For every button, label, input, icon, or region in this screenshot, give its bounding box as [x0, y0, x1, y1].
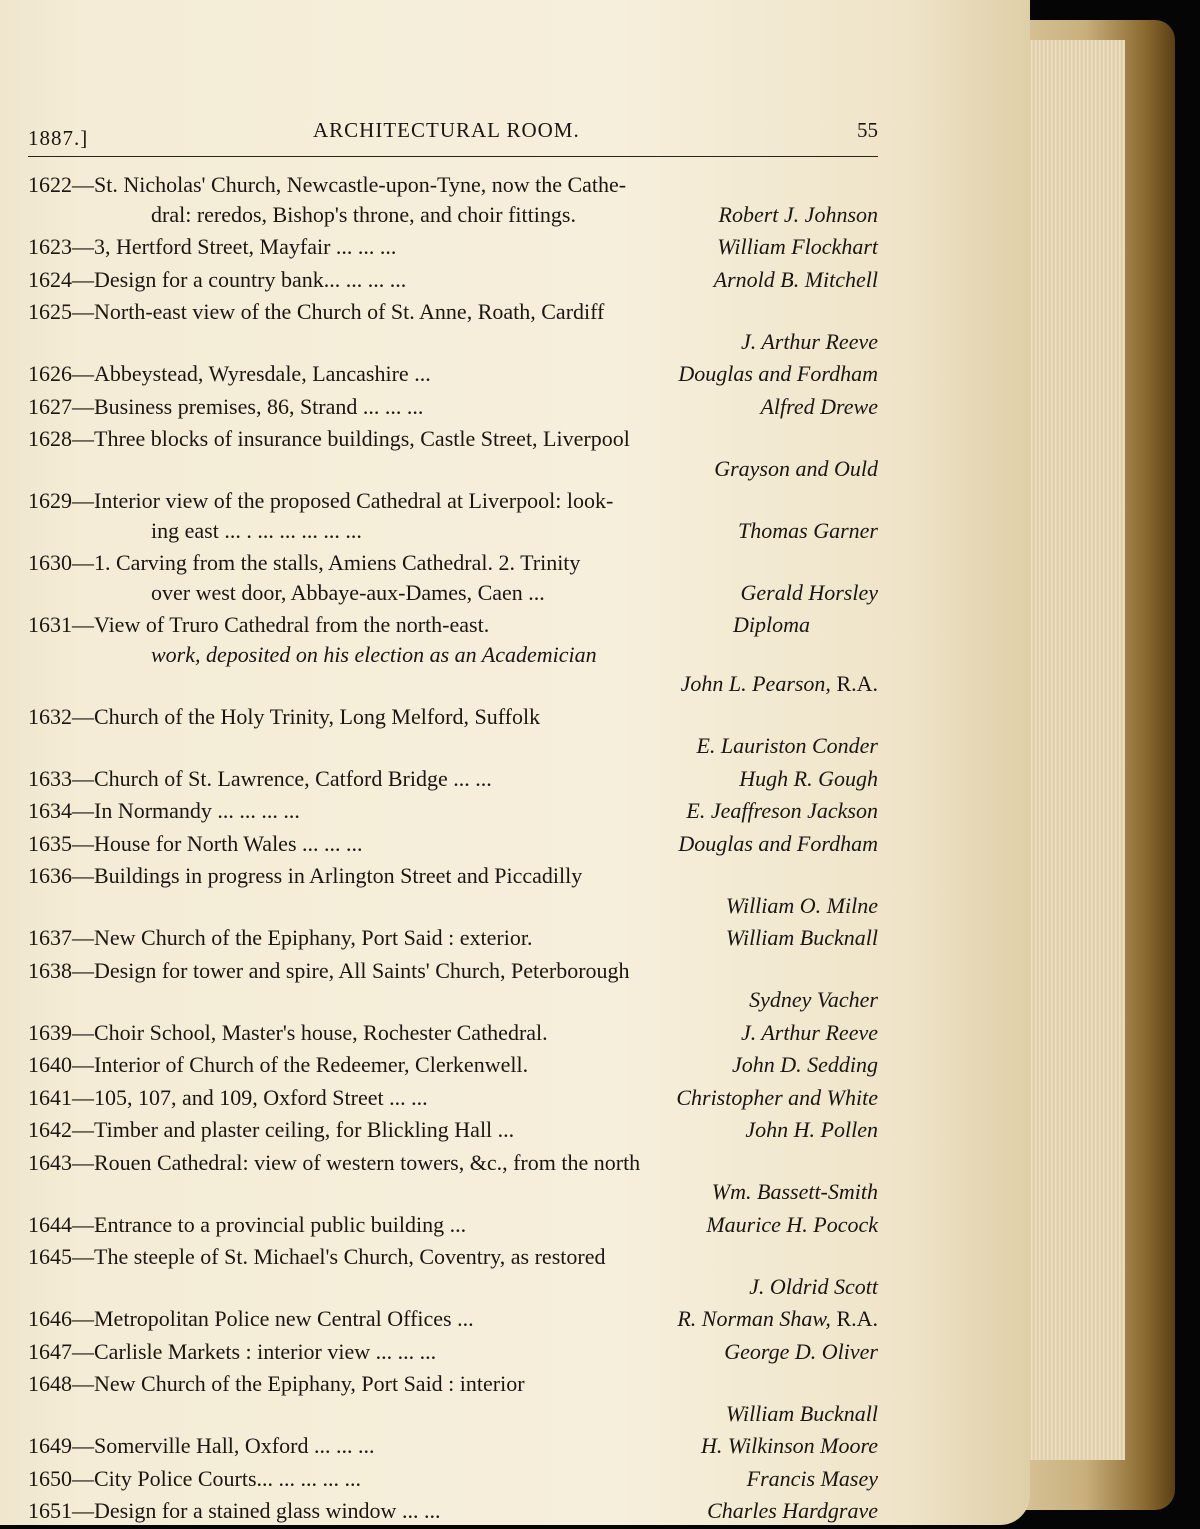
- entry-author: Francis Masey: [746, 1465, 878, 1491]
- page-number: 55: [857, 118, 878, 142]
- catalogue-entry: [28, 861, 878, 920]
- entry-title: —Choir School, Master's house, Rochester Cathedral.: [72, 1019, 548, 1045]
- entry-author: Arnold B. Mitchell: [713, 266, 878, 292]
- catalogue-entry: [28, 796, 878, 826]
- catalogue-entry: [28, 1369, 878, 1428]
- entry-author: George D. Oliver: [724, 1338, 878, 1364]
- entry-number: 1629: [28, 488, 72, 513]
- entry-number: 1650: [28, 1465, 72, 1491]
- entry-title: —New Church of the Epiphany, Port Said : exterior.: [72, 925, 533, 950]
- entry-author: William Flockhart: [717, 234, 878, 259]
- entry-title: —Design for a country bank... ... ... ...: [72, 266, 407, 292]
- catalogue-entry: [28, 923, 878, 953]
- entry-number: 1626: [28, 361, 72, 386]
- catalogue-entry: [28, 1050, 878, 1080]
- entry-title: —Abbeystead, Wyresdale, Lancashire ...: [72, 361, 431, 386]
- entry-author: Hugh R. Gough: [739, 765, 878, 791]
- catalogue-entry: [28, 956, 878, 1015]
- entry-number: 1636: [28, 863, 72, 888]
- catalogue-entry: [28, 548, 878, 607]
- entry-author: Douglas and Fordham: [678, 830, 878, 856]
- entry-number: 1628: [28, 426, 72, 451]
- catalogue-entry: [28, 1464, 878, 1494]
- catalogue-entries: [28, 170, 878, 1529]
- entry-title: —North-east view of the Church of St. Anne, Roath, Cardiff: [72, 299, 605, 324]
- entry-number: 1627: [28, 393, 72, 419]
- entry-author: William Bucknall: [725, 925, 878, 950]
- catalogue-entry: [28, 702, 878, 761]
- entry-number: 1631: [28, 612, 72, 637]
- entry-number: 1642: [28, 1117, 72, 1142]
- catalogue-entry: [28, 1115, 878, 1145]
- entry-title: —Three blocks of insurance buildings, Castle Street, Liverpool: [72, 426, 630, 451]
- entry-number: 1645: [28, 1244, 72, 1269]
- entry-title: —The steeple of St. Michael's Church, Coventry, as restored: [72, 1244, 606, 1269]
- entry-number: 1632: [28, 703, 72, 729]
- entry-author-suffix: R.A.: [836, 671, 878, 696]
- entry-title: —Design for tower and spire, All Saints' Church, Peterborough: [72, 957, 630, 983]
- entry-title: —Entrance to a provincial public building ...: [72, 1211, 467, 1237]
- catalogue-entry: [28, 1337, 878, 1367]
- entry-number: 1651: [28, 1498, 72, 1523]
- catalogue-entry: [28, 1431, 878, 1461]
- catalogue-entry: [28, 1148, 878, 1207]
- entry-author: Douglas and Fordham: [678, 361, 878, 386]
- entry-title: —Rouen Cathedral: view of western towers, &c., from the north: [72, 1149, 641, 1175]
- catalogue-entry: [28, 1242, 878, 1301]
- entry-author: E. Jeaffreson Jackson: [686, 798, 878, 823]
- entry-title: —Interior view of the proposed Cathedral at Liverpool: look-: [72, 488, 614, 513]
- entry-author: J. Arthur Reeve: [740, 1019, 878, 1045]
- entry-author: Grayson and Ould: [714, 455, 878, 481]
- catalogue-entry: [28, 232, 878, 262]
- entry-title: —City Police Courts... ... ... ... ...: [72, 1465, 362, 1491]
- catalogue-entry: [28, 829, 878, 859]
- entry-author: John L. Pearson,: [680, 671, 831, 696]
- entry-number: 1622: [28, 172, 72, 197]
- catalogue-entry: [28, 359, 878, 389]
- entry-author: Gerald Horsley: [740, 579, 878, 605]
- entry-author: H. Wilkinson Moore: [701, 1433, 878, 1458]
- catalogue-entry: [28, 1304, 878, 1334]
- entry-title: —Interior of Church of the Redeemer, Clerkenwell.: [72, 1052, 529, 1077]
- catalogue-entry: [28, 424, 878, 483]
- entry-title: —View of Truro Cathedral from the north-east.: [72, 612, 490, 637]
- entry-author: Robert J. Johnson: [718, 201, 878, 227]
- header-title: ARCHITECTURAL ROOM.: [313, 118, 580, 142]
- entry-number: 1649: [28, 1433, 72, 1458]
- entry-number: 1647: [28, 1338, 72, 1364]
- entry-title: —House for North Wales ... ... ...: [72, 830, 363, 856]
- entry-author: John H. Pollen: [745, 1117, 878, 1142]
- entry-number: 1640: [28, 1052, 72, 1077]
- entry-number: 1639: [28, 1019, 72, 1045]
- entry-number: 1635: [28, 830, 72, 856]
- entry-author: E. Lauriston Conder: [696, 733, 878, 758]
- entry-number: 1648: [28, 1371, 72, 1396]
- catalogue-entry: [28, 764, 878, 794]
- entry-title-cont: dral: reredos, Bishop's throne, and choir fittings.: [151, 201, 576, 227]
- entry-number: 1644: [28, 1211, 72, 1237]
- entry-title: —105, 107, and 109, Oxford Street ... ...: [72, 1084, 428, 1110]
- entry-title: —Design for a stained glass window ... ...: [72, 1498, 441, 1523]
- entry-title: —Buildings in progress in Arlington Street and Piccadilly: [72, 863, 583, 888]
- catalogue-entry: [28, 297, 878, 356]
- entry-title: —Church of St. Lawrence, Catford Bridge ... ...: [72, 765, 492, 791]
- header-rule: [28, 156, 878, 157]
- catalogue-entry: [28, 265, 878, 295]
- catalogue-entry: [28, 486, 878, 545]
- entry-title: —Carlisle Markets : interior view ... ... ...: [72, 1338, 437, 1364]
- catalogue-entry: [28, 1496, 878, 1526]
- entry-number: 1638: [28, 957, 72, 983]
- entry-author: J. Arthur Reeve: [740, 328, 878, 354]
- entry-author: Charles Hardgrave: [707, 1498, 878, 1523]
- entry-title: —Metropolitan Police new Central Offices ...: [72, 1306, 474, 1331]
- entry-number: 1646: [28, 1306, 72, 1331]
- entry-number: 1633: [28, 765, 72, 791]
- entry-author: Maurice H. Pocock: [706, 1211, 878, 1237]
- entry-number: 1643: [28, 1149, 72, 1175]
- entry-number: 1637: [28, 925, 72, 950]
- entry-author: R. Norman Shaw,: [677, 1306, 831, 1331]
- entry-title: —St. Nicholas' Church, Newcastle-upon-Tyne, now the Cathe-: [72, 172, 627, 197]
- entry-author: William O. Milne: [725, 892, 878, 918]
- entry-author: Christopher and White: [676, 1084, 878, 1110]
- running-header: [28, 112, 878, 156]
- entry-author: William Bucknall: [725, 1400, 878, 1426]
- entry-title-cont: over west door, Abbaye-aux-Dames, Caen ...: [151, 579, 545, 605]
- entry-title-cont: ing east ... . ... ... ... ... ...: [151, 517, 362, 543]
- entry-title: —Business premises, 86, Strand ... ... ...: [72, 393, 424, 419]
- entry-title: —In Normandy ... ... ... ...: [72, 798, 300, 823]
- entry-note: Diploma: [733, 612, 810, 637]
- header-year: 1887.]: [28, 126, 89, 150]
- entry-title: —New Church of the Epiphany, Port Said : interior: [72, 1371, 525, 1396]
- catalogue-entry: [28, 1083, 878, 1113]
- entry-number: 1634: [28, 798, 72, 823]
- catalogue-entry: [28, 1210, 878, 1240]
- entry-author: Sydney Vacher: [749, 987, 878, 1012]
- catalogue-entry: [28, 392, 878, 422]
- entry-author: Thomas Garner: [738, 517, 878, 543]
- entry-title-cont: work, deposited on his election as an Academician: [151, 641, 597, 667]
- catalogue-entry: [28, 610, 878, 699]
- entry-title: —1. Carving from the stalls, Amiens Cathedral. 2. Trinity: [72, 550, 581, 575]
- catalogue-entry: [28, 170, 878, 229]
- entry-author: Wm. Bassett-Smith: [711, 1179, 878, 1204]
- entry-title: —3, Hertford Street, Mayfair ... ... ...: [72, 234, 397, 259]
- entry-title: —Church of the Holy Trinity, Long Melford, Suffolk: [72, 703, 541, 729]
- entry-title: —Somerville Hall, Oxford ... ... ...: [72, 1433, 375, 1458]
- entry-author-suffix: R.A.: [836, 1306, 878, 1331]
- entry-author: J. Oldrid Scott: [749, 1273, 878, 1299]
- entry-number: 1641: [28, 1084, 72, 1110]
- catalogue-entry: [28, 1018, 878, 1048]
- entry-author: Alfred Drewe: [760, 393, 878, 419]
- entry-number: 1624: [28, 266, 72, 292]
- entry-number: 1623: [28, 234, 72, 259]
- entry-number: 1630: [28, 550, 72, 575]
- entry-number: 1625: [28, 299, 72, 324]
- entry-author: John D. Sedding: [731, 1052, 878, 1077]
- entry-title: —Timber and plaster ceiling, for Blickling Hall ...: [72, 1117, 515, 1142]
